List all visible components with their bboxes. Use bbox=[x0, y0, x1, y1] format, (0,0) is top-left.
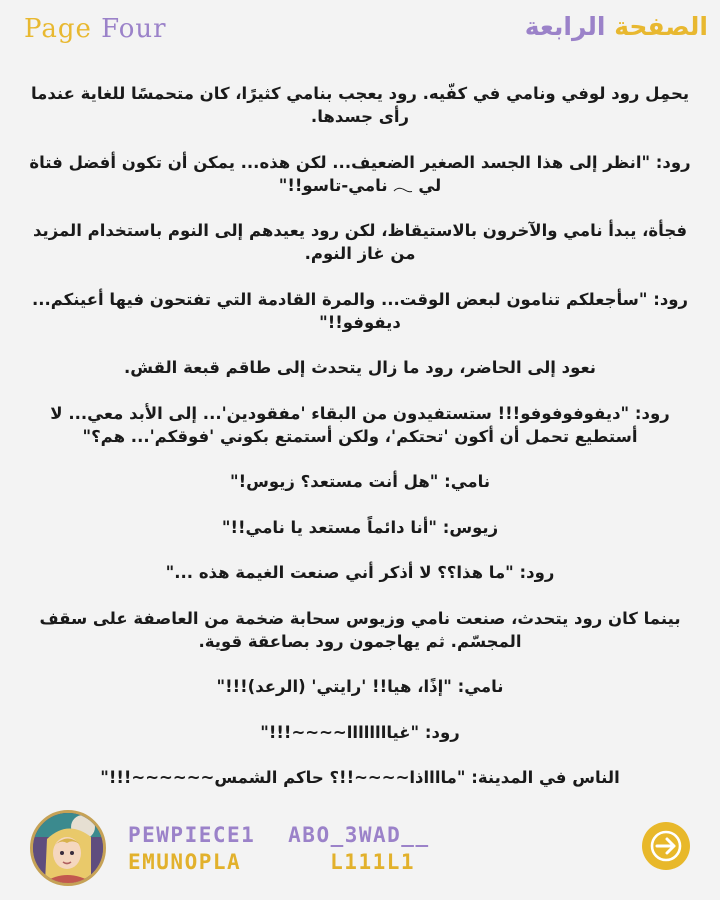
credit-handle: ABO_3WAD__ bbox=[288, 823, 430, 847]
credits-row-1 bbox=[128, 822, 430, 849]
title-ar-word1: الصفحة bbox=[614, 12, 708, 41]
story-paragraph: رود: "ديفوفوفوفو!!! ستستفيدون من البقاء 'مفقودين'... إلى الأبد معي... لا أستطيع تحمل أن أكون 'تحتكم'، ولكن أستمتع بكوني 'فوقكم'... هم؟" bbox=[50, 403, 670, 446]
story-paragraph: رود: "غياااااااا~~~~!!!" bbox=[260, 722, 460, 742]
story-paragraph: نعود إلى الحاضر، رود ما زال يتحدث إلى طاقم قبعة القش. bbox=[124, 358, 596, 377]
credit-handle: L111L1 bbox=[330, 850, 416, 874]
page-title-arabic bbox=[525, 12, 708, 41]
page-header bbox=[0, 0, 720, 64]
story-paragraph: رود: "ما هذا؟؟ لا أذكر أني صنعت الغيمة هذه ..." bbox=[165, 563, 555, 582]
story-paragraph: رود: "انظر إلى هذا الجسد الصغير الضعيف... لكن هذه... يمكن أن تكون أفضل فتاة لي 𓂃 نامي-تاسو!!" bbox=[29, 152, 691, 195]
story-paragraph: الناس في المدينة: "مااااذا~~~~!!؟ حاكم الشمس~~~~~~!!!" bbox=[100, 768, 620, 787]
story-paragraph: نامي: "إذًا، هيا!! 'رايتي' (الرعد)!!!" bbox=[216, 677, 504, 696]
next-page-button[interactable] bbox=[642, 822, 690, 870]
story-paragraph: بينما كان رود يتحدث، صنعت نامي وزيوس سحابة ضخمة من العاصفة على سقف المجسّم. ثم يهاجمون رود بصاعقة قوية. bbox=[39, 608, 681, 651]
story-paragraph: نامي: "هل أنت مستعد؟ زيوس!" bbox=[229, 472, 491, 491]
title-en-word2: Four bbox=[101, 14, 167, 44]
page-title-english bbox=[24, 14, 167, 44]
page-footer bbox=[0, 800, 720, 900]
avatar-portrait-icon bbox=[33, 813, 103, 883]
credit-handle: PEWPIECE1 bbox=[128, 823, 256, 847]
credits-row-2 bbox=[128, 849, 430, 876]
arrow-right-icon bbox=[642, 822, 690, 870]
title-en-word1: Page bbox=[24, 14, 92, 44]
avatar bbox=[30, 810, 106, 886]
title-ar-word2: الرابعة bbox=[524, 12, 606, 41]
story-text bbox=[26, 82, 694, 812]
story-paragraph: رود: "سأجعلكم تنامون لبعض الوقت... والمرة القادمة التي تفتحون فيها أعينكم... ديفوفو!!" bbox=[31, 289, 689, 332]
story-paragraph: فجأة، يبدأ نامي والآخرون بالاستيقاظ، لكن رود يعيدهم إلى النوم باستخدام المزيد من غاز النوم. bbox=[32, 221, 688, 263]
story-paragraph: يحمِل رود لوفي ونامي في كفّيه. رود يعجب بنامي كثيرًا، كان متحمسًا للغاية عندما رأى جسدها. bbox=[30, 84, 690, 126]
credits-handles bbox=[128, 822, 430, 876]
story-paragraph: زيوس: "أنا دائماً مستعد يا نامي!!" bbox=[221, 517, 499, 537]
credit-handle: EMUNOPLA bbox=[128, 850, 242, 874]
